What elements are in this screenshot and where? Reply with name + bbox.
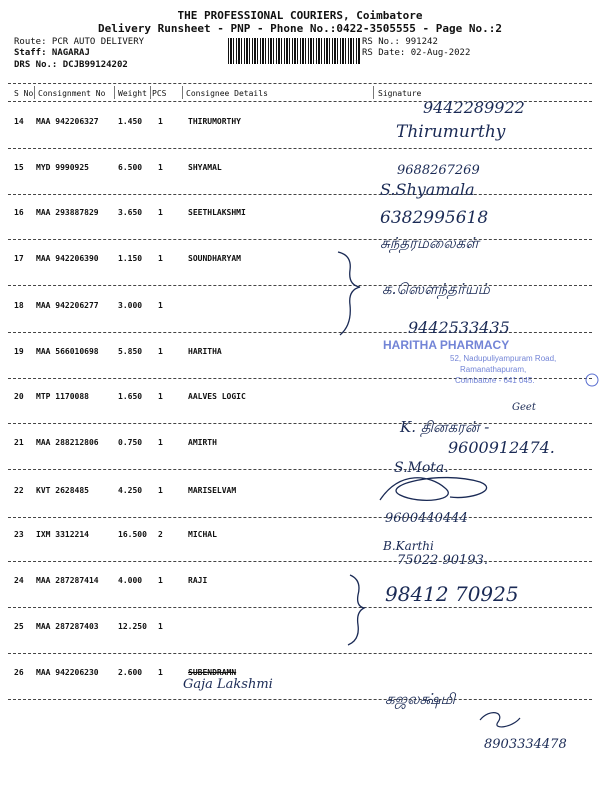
cell-sno: 25 <box>14 622 24 631</box>
handwritten-signature: S.Shyamala <box>380 180 475 199</box>
cell-sno: 16 <box>14 208 24 217</box>
cell-weight: 5.850 <box>118 347 143 356</box>
col-header-consignee: Consignee Details <box>186 89 268 98</box>
cell-consignee: SUBENDRAMN <box>188 668 237 677</box>
rs-date: RS Date: 02-Aug-2022 <box>362 48 471 58</box>
cell-consignee: THIRUMORTHY <box>188 117 241 126</box>
cell-consignment-no: MAA 566010698 <box>36 347 99 356</box>
cell-weight: 1.150 <box>118 254 143 263</box>
signature-scribble <box>480 713 520 727</box>
cell-pcs: 1 <box>158 668 163 677</box>
cell-consignee: RAJI <box>188 576 208 585</box>
cell-consignment-no: MYD 9990925 <box>36 163 89 172</box>
cell-pcs: 2 <box>158 530 163 539</box>
pharmacy-stamp-line: Ramanathapuram, <box>460 365 527 374</box>
cell-consignment-no: MAA 942206327 <box>36 117 99 126</box>
cell-sno: 17 <box>14 254 24 263</box>
handwritten-phone: 9688267269 <box>397 163 480 178</box>
cell-consignee: AMIRTH <box>188 438 217 447</box>
cell-consignee: MICHAL <box>188 530 217 539</box>
pharmacy-stamp-line: Coimbatore - 641 045. <box>455 376 535 385</box>
cell-pcs: 1 <box>158 486 163 495</box>
route-label: Route: PCR AUTO DELIVERY <box>14 37 145 47</box>
cell-pcs: 1 <box>158 301 163 310</box>
cell-consignee: AALVES LOGIC <box>188 392 246 401</box>
stamp-emblem <box>586 374 598 386</box>
cell-sno: 14 <box>14 117 24 126</box>
cell-consignment-no: KVT 2628485 <box>36 486 89 495</box>
cell-weight: 3.650 <box>118 208 143 217</box>
cell-consignee: MARISELVAM <box>188 486 237 495</box>
pharmacy-stamp-name: HARITHA PHARMACY <box>383 338 510 352</box>
handwritten-signature: Thirumurthy <box>396 122 506 142</box>
handwritten-tamil-signature: க.ஸௌந்தர்யம் <box>382 280 490 298</box>
rs-number: RS No.: 991242 <box>362 37 438 47</box>
cell-weight: 12.250 <box>118 622 147 631</box>
drs-label: DRS No.: DCJB99124202 <box>14 60 128 70</box>
cell-consignment-no: MAA 293887829 <box>36 208 99 217</box>
cell-pcs: 1 <box>158 254 163 263</box>
document-title: THE PROFESSIONAL COURIERS, Coimbatore <box>177 9 423 22</box>
handwritten-phone: 9442533435 <box>408 318 510 337</box>
cell-sno: 20 <box>14 392 24 401</box>
cell-weight: 6.500 <box>118 163 143 172</box>
cell-consignment-no: MAA 287287403 <box>36 622 99 631</box>
col-header-weight: Weight <box>118 89 147 98</box>
cell-weight: 3.000 <box>118 301 143 310</box>
cell-weight: 16.500 <box>118 530 147 539</box>
handwritten-phone: 8903334478 <box>484 737 567 752</box>
cell-consignment-no: MAA 288212806 <box>36 438 99 447</box>
cell-weight: 2.600 <box>118 668 143 677</box>
handwritten-phone: 9600440444 <box>385 511 468 526</box>
cell-pcs: 1 <box>158 117 163 126</box>
cell-consignment-no: MAA 942206390 <box>36 254 99 263</box>
brace-mark <box>348 575 364 645</box>
handwritten-tamil-signature: கஜலக்ஷ்மி <box>385 690 456 708</box>
cell-pcs: 1 <box>158 392 163 401</box>
handwritten-name: Gaja Lakshmi <box>183 677 273 692</box>
cell-pcs: 1 <box>158 576 163 585</box>
cell-sno: 26 <box>14 668 24 677</box>
document-subtitle: Delivery Runsheet - PNP - Phone No.:0422-3505555 - Page No.:2 <box>98 22 502 35</box>
cell-sno: 19 <box>14 347 24 356</box>
cell-consignment-no: MAA 942206230 <box>36 668 99 677</box>
handwritten-signature: S.Mota. <box>394 460 449 476</box>
cell-weight: 0.750 <box>118 438 143 447</box>
cell-consignment-no: MAA 287287414 <box>36 576 99 585</box>
handwritten-phone: 75022 90193. <box>397 553 488 568</box>
cell-sno: 22 <box>14 486 24 495</box>
cell-pcs: 1 <box>158 438 163 447</box>
staff-label: Staff: NAGARAJ <box>14 48 90 58</box>
brace-mark <box>338 252 360 335</box>
cell-weight: 1.650 <box>118 392 143 401</box>
cell-consignee: SHYAMAL <box>188 163 222 172</box>
col-header-pcs: PCS <box>152 89 167 98</box>
cell-sno: 21 <box>14 438 24 447</box>
cell-consignment-no: MTP 1170088 <box>36 392 89 401</box>
col-header-signature: Signature <box>378 89 422 98</box>
handwritten-phone: 9442289922 <box>423 98 525 117</box>
cell-weight: 4.000 <box>118 576 143 585</box>
cell-sno: 18 <box>14 301 24 310</box>
handwritten-phone: 6382995618 <box>380 208 489 228</box>
handwritten-signature: K. தினகரன் - <box>400 418 490 436</box>
cell-consignee: HARITHA <box>188 347 222 356</box>
cell-weight: 4.250 <box>118 486 143 495</box>
cell-pcs: 1 <box>158 208 163 217</box>
cell-consignment-no: MAA 942206277 <box>36 301 99 310</box>
cell-consignee: SEETHLAKSHMI <box>188 208 246 217</box>
cell-sno: 23 <box>14 530 24 539</box>
pharmacy-stamp-line: 52, Nadupuliyampuram Road, <box>450 354 557 363</box>
cell-sno: 15 <box>14 163 24 172</box>
handwritten-phone: 9600912474. <box>448 438 555 457</box>
cell-pcs: 1 <box>158 163 163 172</box>
handwritten-signature: B.Karthi <box>383 539 434 553</box>
cell-pcs: 1 <box>158 622 163 631</box>
cell-consignee: SOUNDHARYAM <box>188 254 241 263</box>
cell-consignment-no: IXM 3312214 <box>36 530 89 539</box>
handwritten-phone: 98412 70925 <box>385 582 519 606</box>
signature-scribble <box>380 478 487 501</box>
cell-weight: 1.450 <box>118 117 143 126</box>
handwritten-tamil-signature: சுந்தரமலைகள் <box>380 234 479 252</box>
cell-pcs: 1 <box>158 347 163 356</box>
handwritten-note: Geet <box>512 402 536 413</box>
cell-sno: 24 <box>14 576 24 585</box>
col-header-consignment: Consignment No <box>38 89 106 98</box>
col-header-sno: S No <box>14 89 34 98</box>
